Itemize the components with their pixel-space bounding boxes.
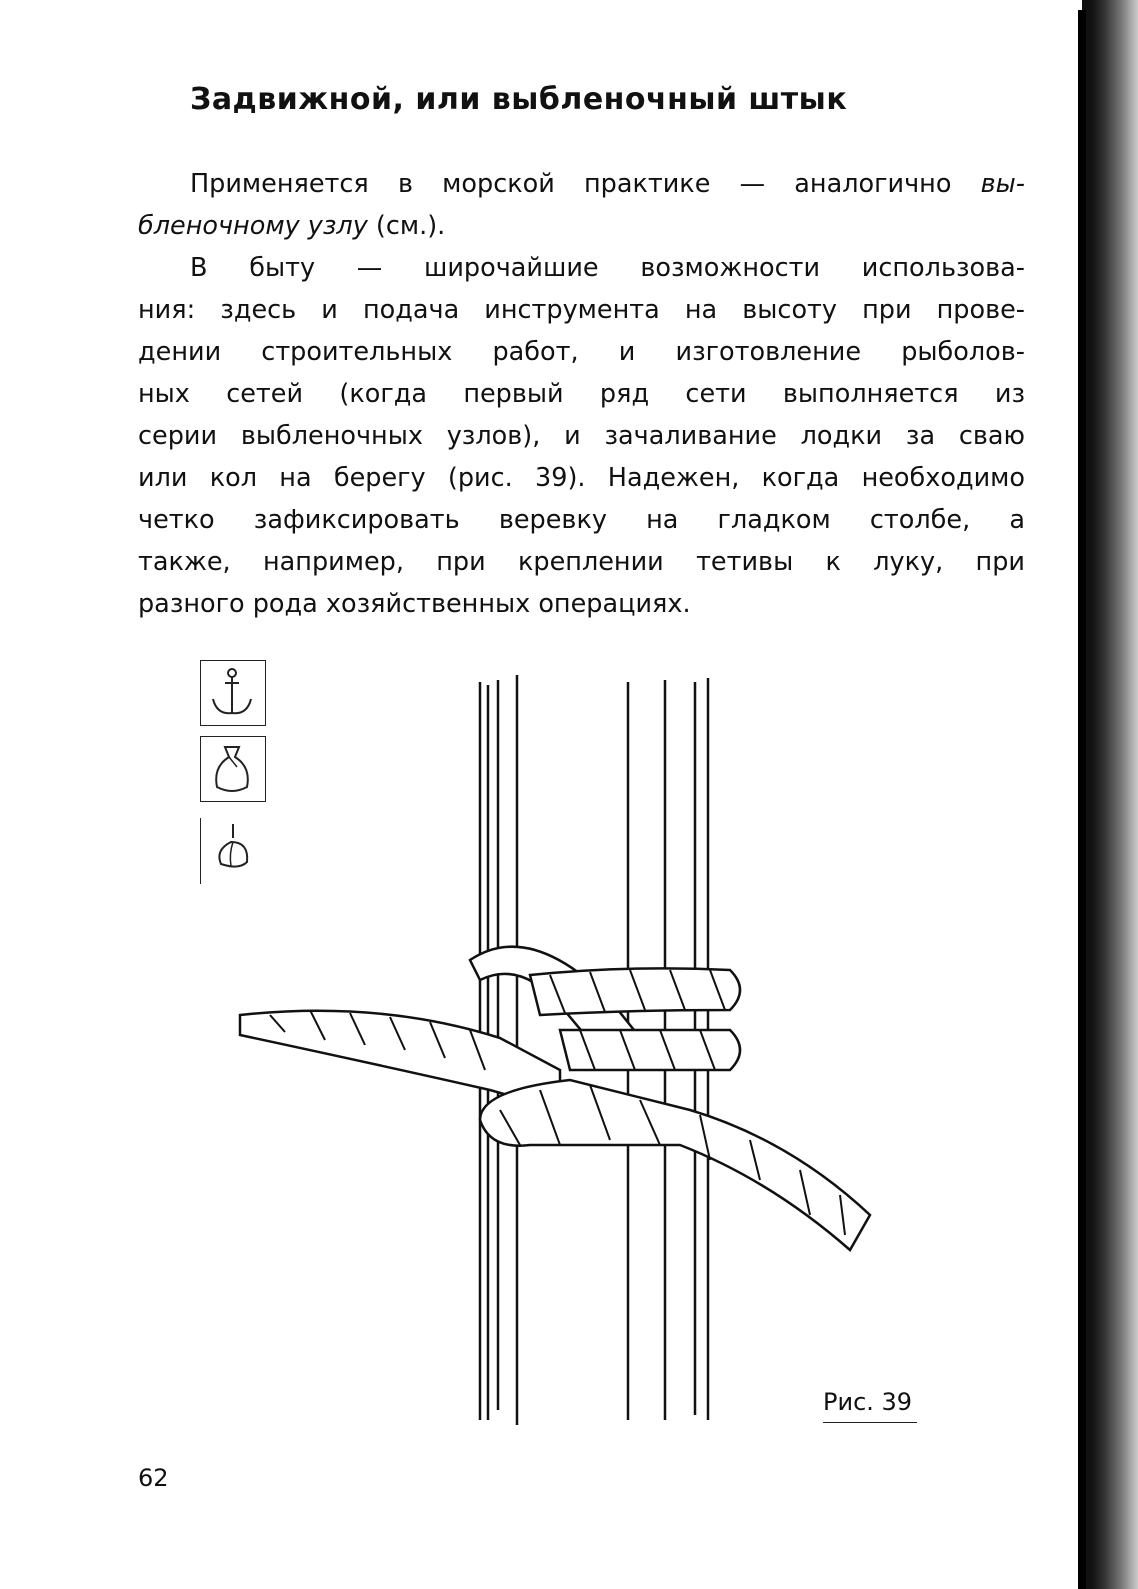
figure-caption: Рис. 39 [823, 1388, 917, 1423]
italic-reference: бленочному узлу [138, 211, 368, 241]
text-line: или кол на берегу (рис. 39). Надежен, когда необходимо [138, 463, 1025, 493]
page-number: 62 [138, 1464, 169, 1492]
text-line: ния: здесь и подача инструмента на высоту при прове- [138, 295, 1025, 325]
text-line: разного рода хозяйственных операциях. [138, 589, 691, 619]
text-line: также, например, при креплении тетивы к луку, при [138, 547, 1025, 577]
text-line: ных сетей (когда первый ряд сети выполняется из [138, 379, 1025, 409]
knot-illustration [230, 670, 890, 1430]
text: (см.). [367, 211, 446, 241]
text-line: серии выбленочных узлов), и зачаливание лодки за сваю [138, 421, 1025, 451]
text-line [190, 166, 1025, 202]
text-line: четко зафиксировать веревку на гладком столбе, а [138, 505, 1025, 535]
text-line [138, 208, 1025, 244]
scan-page-edge-line [1078, 10, 1086, 1589]
scan-page-edge [1082, 0, 1138, 1589]
text-line: В быту — широчайшие возможности использова- [190, 253, 1025, 283]
text: Применяется в морской практике — аналогично [190, 169, 981, 199]
section-title: Задвижной, или выбленочный штык [190, 82, 848, 117]
text-line: дении строительных работ, и изготовление рыболов- [138, 337, 1025, 367]
italic-reference: вы- [980, 169, 1025, 199]
